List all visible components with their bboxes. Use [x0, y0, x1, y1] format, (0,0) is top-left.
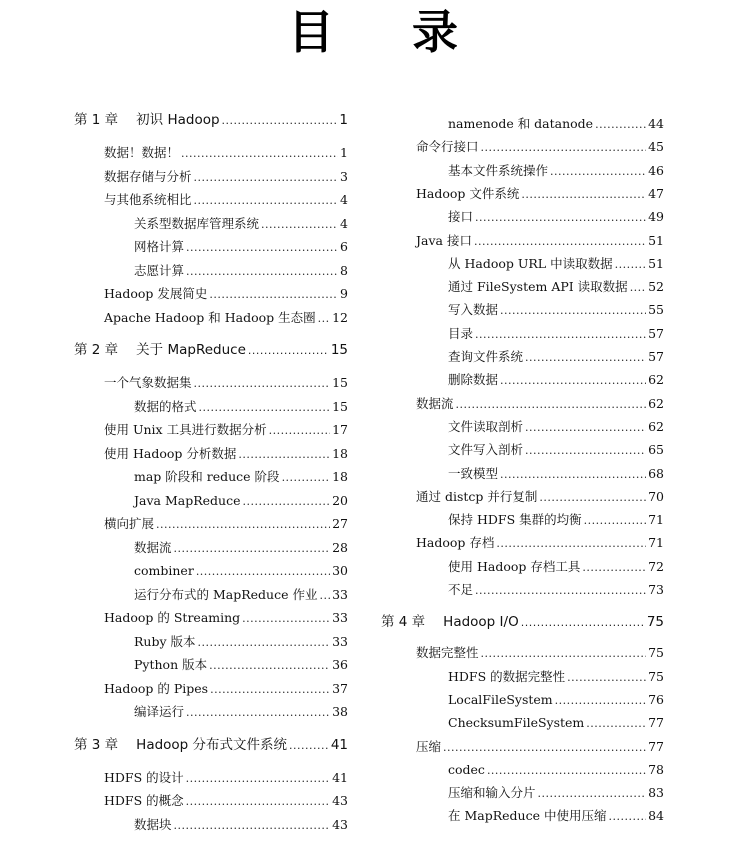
toc-entry[interactable]: [448, 466, 664, 483]
entry-title: 查询文件系统: [448, 349, 524, 364]
dot-leader: [481, 645, 647, 662]
entry-title: 目录: [448, 325, 474, 341]
page-number: 36: [332, 657, 348, 672]
dot-leader: [500, 372, 646, 389]
page-number: 37: [332, 680, 348, 696]
dot-leader: [198, 634, 331, 651]
dot-leader: [443, 739, 646, 756]
dot-leader: [584, 512, 646, 529]
entry-title: 通过 distcp 并行复制: [416, 488, 538, 504]
page-number: 78: [648, 761, 664, 777]
toc-entry[interactable]: [134, 817, 348, 834]
page-number: 44: [648, 116, 664, 131]
toc-entry[interactable]: [134, 704, 348, 721]
dot-leader: [500, 466, 646, 483]
dot-leader: [194, 375, 331, 392]
dot-leader: [196, 563, 330, 580]
entry-title: LocalFileSystem: [448, 691, 553, 707]
page-number: 68: [648, 465, 664, 481]
dot-leader: [194, 169, 339, 186]
entry-title: 关于 MapReduce: [136, 342, 246, 358]
chapter-number: 第 2 章: [74, 342, 119, 358]
entry-title: namenode 和 datanode: [448, 116, 594, 131]
toc-entry[interactable]: [448, 512, 664, 529]
dot-leader: [261, 216, 338, 233]
page-number: 38: [332, 704, 348, 719]
toc-entry[interactable]: [104, 681, 348, 698]
dot-leader: [318, 310, 330, 327]
dot-leader: [210, 681, 330, 698]
page-number: 76: [648, 691, 664, 707]
entry-title: Hadoop 分布式文件系统: [136, 736, 288, 753]
dot-leader: [595, 116, 646, 133]
toc-entry[interactable]: [448, 582, 664, 599]
entry-title: 一个气象数据集: [104, 375, 192, 390]
page-number: 45: [648, 139, 664, 155]
page-number: 28: [332, 539, 348, 555]
dot-leader: [174, 817, 331, 834]
dot-leader: [186, 704, 330, 721]
page-number: 77: [648, 715, 664, 731]
toc-entry[interactable]: [448, 692, 664, 709]
page-number: 52: [648, 279, 664, 295]
toc-entry[interactable]: [104, 446, 348, 463]
toc-entry[interactable]: [104, 375, 348, 392]
page-number: 27: [332, 516, 348, 531]
dot-leader: [615, 256, 647, 273]
dot-leader: [550, 163, 646, 180]
entry-title: 数据流: [134, 539, 172, 555]
entry-title: 初识 Hadoop: [136, 112, 220, 128]
entry-title: 使用 Unix 工具进行数据分析: [104, 422, 267, 437]
page-number: 4: [340, 215, 348, 231]
dot-leader: [487, 762, 646, 779]
toc-chapter-entry[interactable]: [381, 614, 664, 631]
toc-entry[interactable]: [416, 535, 664, 552]
page-number: 18: [332, 445, 348, 461]
chapter-number: 第 4 章: [381, 614, 426, 631]
toc-entry[interactable]: [416, 186, 664, 203]
page-number: 84: [648, 808, 664, 824]
toc-entry[interactable]: [416, 396, 664, 413]
entry-title: 使用 Hadoop 存档工具: [448, 558, 581, 574]
entry-title: 数据块: [134, 816, 172, 832]
dot-leader: [586, 715, 646, 732]
entry-title: Python 版本: [134, 657, 208, 672]
page-number: 12: [332, 309, 348, 325]
dot-leader: [186, 263, 338, 280]
dot-leader: [525, 349, 646, 366]
page-number: 43: [332, 793, 348, 808]
toc-entry[interactable]: [448, 349, 664, 366]
toc-entry[interactable]: [134, 587, 348, 604]
page-number: 15: [330, 342, 348, 358]
dot-leader: [289, 737, 329, 754]
toc-entry[interactable]: [416, 645, 664, 662]
dot-leader: [521, 186, 646, 203]
entry-title: Java 接口: [416, 232, 472, 248]
entry-title: 与其他系统相比: [104, 192, 192, 207]
dot-leader: [209, 657, 330, 674]
entry-title: 压缩: [416, 738, 442, 754]
page-number: 73: [648, 582, 664, 597]
dot-leader: [156, 516, 330, 533]
toc-entry[interactable]: [134, 216, 348, 233]
entry-title: 关系型数据库管理系统: [134, 215, 260, 231]
toc-entry[interactable]: [134, 563, 348, 580]
toc-entry[interactable]: [104, 169, 348, 186]
entry-title: Apache Hadoop 和 Hadoop 生态圈: [104, 309, 316, 325]
page-number: 1: [340, 145, 348, 160]
dot-leader: [475, 209, 646, 226]
toc-entry[interactable]: [448, 762, 664, 779]
toc-entry[interactable]: [448, 715, 664, 732]
entry-title: Hadoop 文件系统: [416, 185, 520, 201]
dot-leader: [242, 493, 330, 510]
toc-entry[interactable]: [134, 399, 348, 416]
entry-title: 保持 HDFS 集群的均衡: [448, 512, 582, 528]
page-number: 62: [648, 372, 664, 388]
page-number: 8: [340, 262, 348, 278]
entry-title: map 阶段和 reduce 阶段: [134, 469, 280, 484]
toc-entry[interactable]: [448, 326, 664, 343]
entry-title: HDFS 的数据完整性: [448, 668, 566, 684]
entry-title: 写入数据: [448, 302, 499, 318]
dot-leader: [319, 587, 330, 604]
page-number: 57: [648, 325, 664, 341]
toc-entry[interactable]: [104, 770, 348, 787]
entry-title: 文件写入剖析: [448, 442, 524, 458]
dot-leader: [209, 286, 338, 303]
toc-entry[interactable]: [104, 516, 348, 533]
entry-title: Hadoop 存档: [416, 535, 495, 551]
page-number: 33: [332, 610, 348, 625]
dot-leader: [500, 302, 646, 319]
page-number: 71: [648, 512, 664, 528]
dot-leader: [567, 669, 646, 686]
toc-entry[interactable]: [134, 263, 348, 280]
entry-title: Hadoop 发展简史: [104, 286, 208, 301]
page-number: 75: [646, 614, 664, 631]
toc-entry[interactable]: [448, 116, 664, 133]
toc-entry[interactable]: [134, 469, 348, 486]
toc-entry[interactable]: [448, 163, 664, 180]
toc-entry[interactable]: [104, 286, 348, 303]
page-number: 17: [332, 422, 348, 437]
page-title: 目录: [288, 5, 536, 59]
entry-title: 在 MapReduce 中使用压缩: [448, 808, 607, 824]
dot-leader: [238, 446, 330, 463]
dot-leader: [630, 279, 646, 296]
entry-title: 一致模型: [448, 465, 499, 481]
entry-title: 删除数据: [448, 372, 499, 388]
toc-chapter-entry[interactable]: [74, 737, 348, 754]
dot-leader: [582, 559, 646, 576]
entry-title: 不足: [448, 582, 474, 597]
dot-leader: [474, 233, 646, 250]
chapter-number: 第 1 章: [74, 112, 119, 128]
dot-leader: [539, 489, 646, 506]
page-number: 18: [332, 469, 348, 484]
entry-title: 横向扩展: [104, 516, 155, 531]
page-number: 15: [332, 375, 348, 390]
dot-leader: [174, 540, 331, 557]
entry-title: 数据！数据！: [104, 145, 180, 160]
entry-title: 接口: [448, 209, 474, 225]
page-number: 4: [340, 192, 348, 207]
entry-title: 数据存储与分析: [104, 168, 192, 184]
toc-entry[interactable]: [134, 239, 348, 256]
page-number: 72: [648, 558, 664, 574]
dot-leader: [194, 192, 339, 209]
entry-title: Hadoop 的 Pipes: [104, 680, 209, 696]
toc-entry[interactable]: [104, 192, 348, 209]
entry-title: combiner: [134, 563, 194, 578]
entry-title: 编译运行: [134, 704, 185, 719]
entry-title: Hadoop I/O: [443, 614, 519, 631]
entry-title: 运行分布式的 MapReduce 作业: [134, 586, 318, 602]
toc-entry[interactable]: [104, 610, 348, 627]
page-number: 49: [648, 209, 664, 225]
toc-entry[interactable]: [134, 657, 348, 674]
toc-entry[interactable]: [134, 493, 348, 510]
dot-leader: [475, 326, 646, 343]
toc-entry[interactable]: [448, 442, 664, 459]
page-number: 83: [648, 785, 664, 801]
dot-leader: [525, 419, 646, 436]
entry-title: Ruby 版本: [134, 633, 196, 649]
dot-leader: [186, 793, 330, 810]
entry-title: codec: [448, 761, 485, 777]
dot-leader: [538, 785, 647, 802]
entry-title: 通过 FileSystem API 读取数据: [448, 279, 628, 295]
entry-title: HDFS 的设计: [104, 769, 184, 785]
toc-entry[interactable]: [416, 489, 664, 506]
toc-entry[interactable]: [448, 372, 664, 389]
toc-entry[interactable]: [448, 808, 664, 825]
toc-entry[interactable]: [448, 302, 664, 319]
page-number: 30: [332, 563, 348, 578]
toc-entry[interactable]: [104, 793, 348, 810]
page-number: 3: [340, 168, 348, 184]
page-number: 77: [648, 738, 664, 754]
dot-leader: [608, 808, 646, 825]
dot-leader: [496, 535, 646, 552]
entry-title: 命令行接口: [416, 139, 479, 155]
dot-leader: [521, 614, 645, 631]
page-number: 75: [648, 645, 664, 661]
toc-entry[interactable]: [448, 209, 664, 226]
page-number: 43: [332, 816, 348, 832]
page-number: 75: [648, 668, 664, 684]
page-number: 33: [332, 586, 348, 602]
dot-leader: [222, 112, 338, 129]
entry-title: 数据的格式: [134, 398, 197, 414]
dot-leader: [248, 342, 329, 359]
toc-entry[interactable]: [448, 419, 664, 436]
page-number: 62: [648, 395, 664, 411]
toc-chapter-entry[interactable]: [74, 112, 348, 129]
page-number: 55: [648, 302, 664, 318]
toc-entry[interactable]: [104, 310, 348, 327]
dot-leader: [181, 145, 338, 162]
dot-leader: [525, 442, 646, 459]
toc-chapter-entry[interactable]: [74, 342, 348, 359]
entry-title: 从 Hadoop URL 中读取数据: [448, 255, 613, 271]
page-number: 51: [648, 255, 664, 271]
page-number: 65: [648, 442, 664, 458]
page-number: 41: [332, 769, 348, 785]
dot-leader: [481, 139, 647, 156]
dot-leader: [475, 582, 646, 599]
toc-entry[interactable]: [104, 145, 348, 162]
toc-entry[interactable]: [134, 540, 348, 557]
toc-entry[interactable]: [416, 739, 664, 756]
toc-entry[interactable]: [134, 634, 348, 651]
page-number: 20: [332, 492, 348, 508]
toc-entry[interactable]: [416, 233, 664, 250]
toc-entry[interactable]: [448, 256, 664, 273]
entry-title: ChecksumFileSystem: [448, 715, 585, 731]
toc-entry[interactable]: [104, 422, 348, 439]
entry-title: 数据完整性: [416, 645, 479, 661]
entry-title: 压缩和输入分片: [448, 785, 536, 801]
entry-title: 网格计算: [134, 239, 185, 254]
toc-entry[interactable]: [416, 139, 664, 156]
page-number: 6: [340, 239, 348, 254]
page-number: 41: [330, 736, 348, 753]
entry-title: 志愿计算: [134, 262, 185, 278]
dot-leader: [456, 396, 647, 413]
entry-title: Hadoop 的 Streaming: [104, 610, 241, 625]
dot-leader: [282, 469, 331, 486]
page-number: 51: [648, 232, 664, 248]
toc-entry[interactable]: [448, 669, 664, 686]
page-number: 1: [339, 112, 348, 128]
page-number: 62: [648, 418, 664, 434]
entry-title: 使用 Hadoop 分析数据: [104, 445, 237, 461]
page-number: 71: [648, 535, 664, 551]
dot-leader: [199, 399, 331, 416]
dot-leader: [555, 692, 646, 709]
dot-leader: [186, 770, 330, 787]
entry-title: HDFS 的概念: [104, 793, 184, 808]
page-number: 33: [332, 633, 348, 649]
page-number: 70: [648, 488, 664, 504]
chapter-number: 第 3 章: [74, 736, 119, 753]
entry-title: 文件读取剖析: [448, 418, 524, 434]
dot-leader: [242, 610, 330, 627]
entry-title: Java MapReduce: [134, 492, 241, 508]
page-number: 9: [340, 286, 348, 301]
toc-entry[interactable]: [448, 559, 664, 576]
page-number: 46: [648, 162, 664, 178]
entry-title: 数据流: [416, 395, 454, 411]
page-number: 15: [332, 398, 348, 414]
page-number: 57: [648, 349, 664, 364]
toc-entry[interactable]: [448, 785, 664, 802]
page-number: 47: [648, 185, 664, 201]
toc-entry[interactable]: [448, 279, 664, 296]
dot-leader: [269, 422, 331, 439]
entry-title: 基本文件系统操作: [448, 162, 549, 178]
dot-leader: [186, 239, 338, 256]
